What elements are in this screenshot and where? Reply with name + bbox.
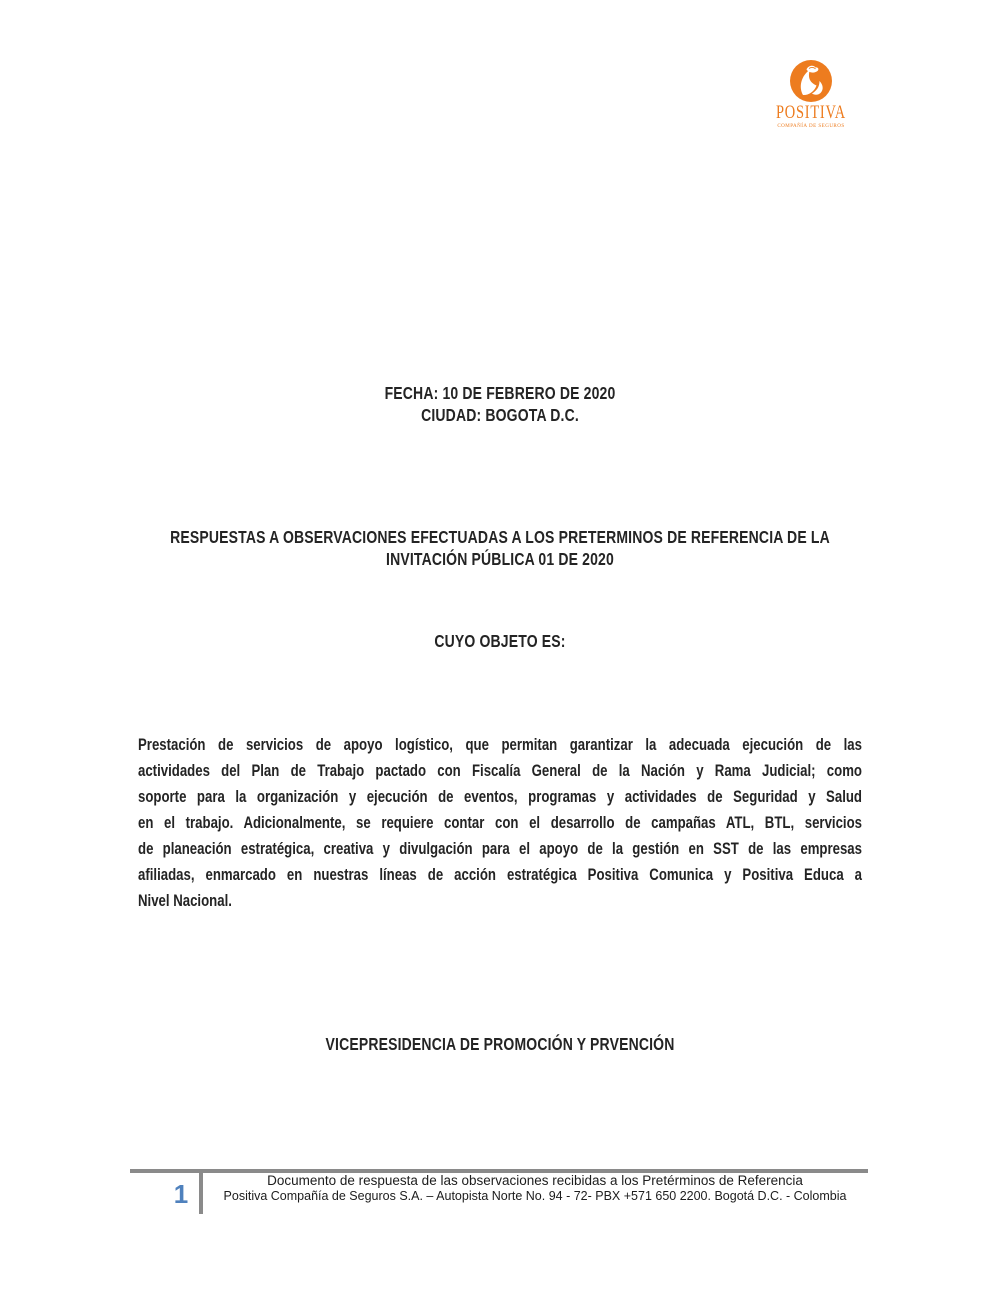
subject-heading: CUYO OBJETO ES: [434,631,566,651]
footer-document-description: Documento de respuesta de las observaciones recibidas a los Pretérminos de Referencia [267,1173,803,1188]
document-title [138,527,862,570]
signature-heading: VICEPRESIDENCIA DE PROMOCIÓN Y PRVENCIÓN [325,1034,675,1054]
paragraph-line: de planeación estratégica, creativa y divulgación para el apoyo de la gestión en SST de las empresas [138,840,862,858]
brand-tagline: COMPAÑÍA DE SEGUROS [777,123,845,129]
paragraph-line: Nivel Nacional. [138,892,232,910]
paragraph-line: Prestación de servicios de apoyo logístico, que permitan garantizar la adecuada ejecución de las [138,736,862,754]
footer-text [205,1173,865,1204]
footer-separator-bar [199,1169,203,1214]
paragraph-line: afiliadas, enmarcado en nuestras líneas de acción estratégica Positiva Comunica y Positiva Educa a [138,866,862,884]
city-line: CIUDAD: BOGOTA D.C. [421,404,579,425]
content-column [138,0,862,1294]
document-title-line-1: RESPUESTAS A OBSERVACIONES EFECTUADAS A LOS PRETERMINOS DE REFERENCIA DE LA [170,527,830,547]
document-title-line-2: INVITACIÓN PÚBLICA 01 DE 2020 [386,548,614,569]
page-number: 1 [173,1179,189,1209]
footer-company-address: Positiva Compañía de Seguros S.A. – Autopista Norte No. 94 - 72- PBX +571 650 2200. Bogotá D.C. - Colombia [223,1189,847,1203]
paragraph-line: actividades del Plan de Trabajo pactado con Fiscalía General de la Nación y Rama Judicial; como [138,762,862,780]
paragraph-line: en el trabajo. Adicionalmente, se requiere contar con el desarrollo de campañas ATL, BTL, servicios [138,814,862,832]
date-line: FECHA: 10 DE FEBRERO DE 2020 [384,383,616,403]
date-city-block [138,383,862,426]
object-paragraph [138,732,862,914]
paragraph-line: soporte para la organización y ejecución de eventos, programas y actividades de Seguridad y Salud [138,788,862,806]
brand-name: POSITIVA [775,102,846,123]
